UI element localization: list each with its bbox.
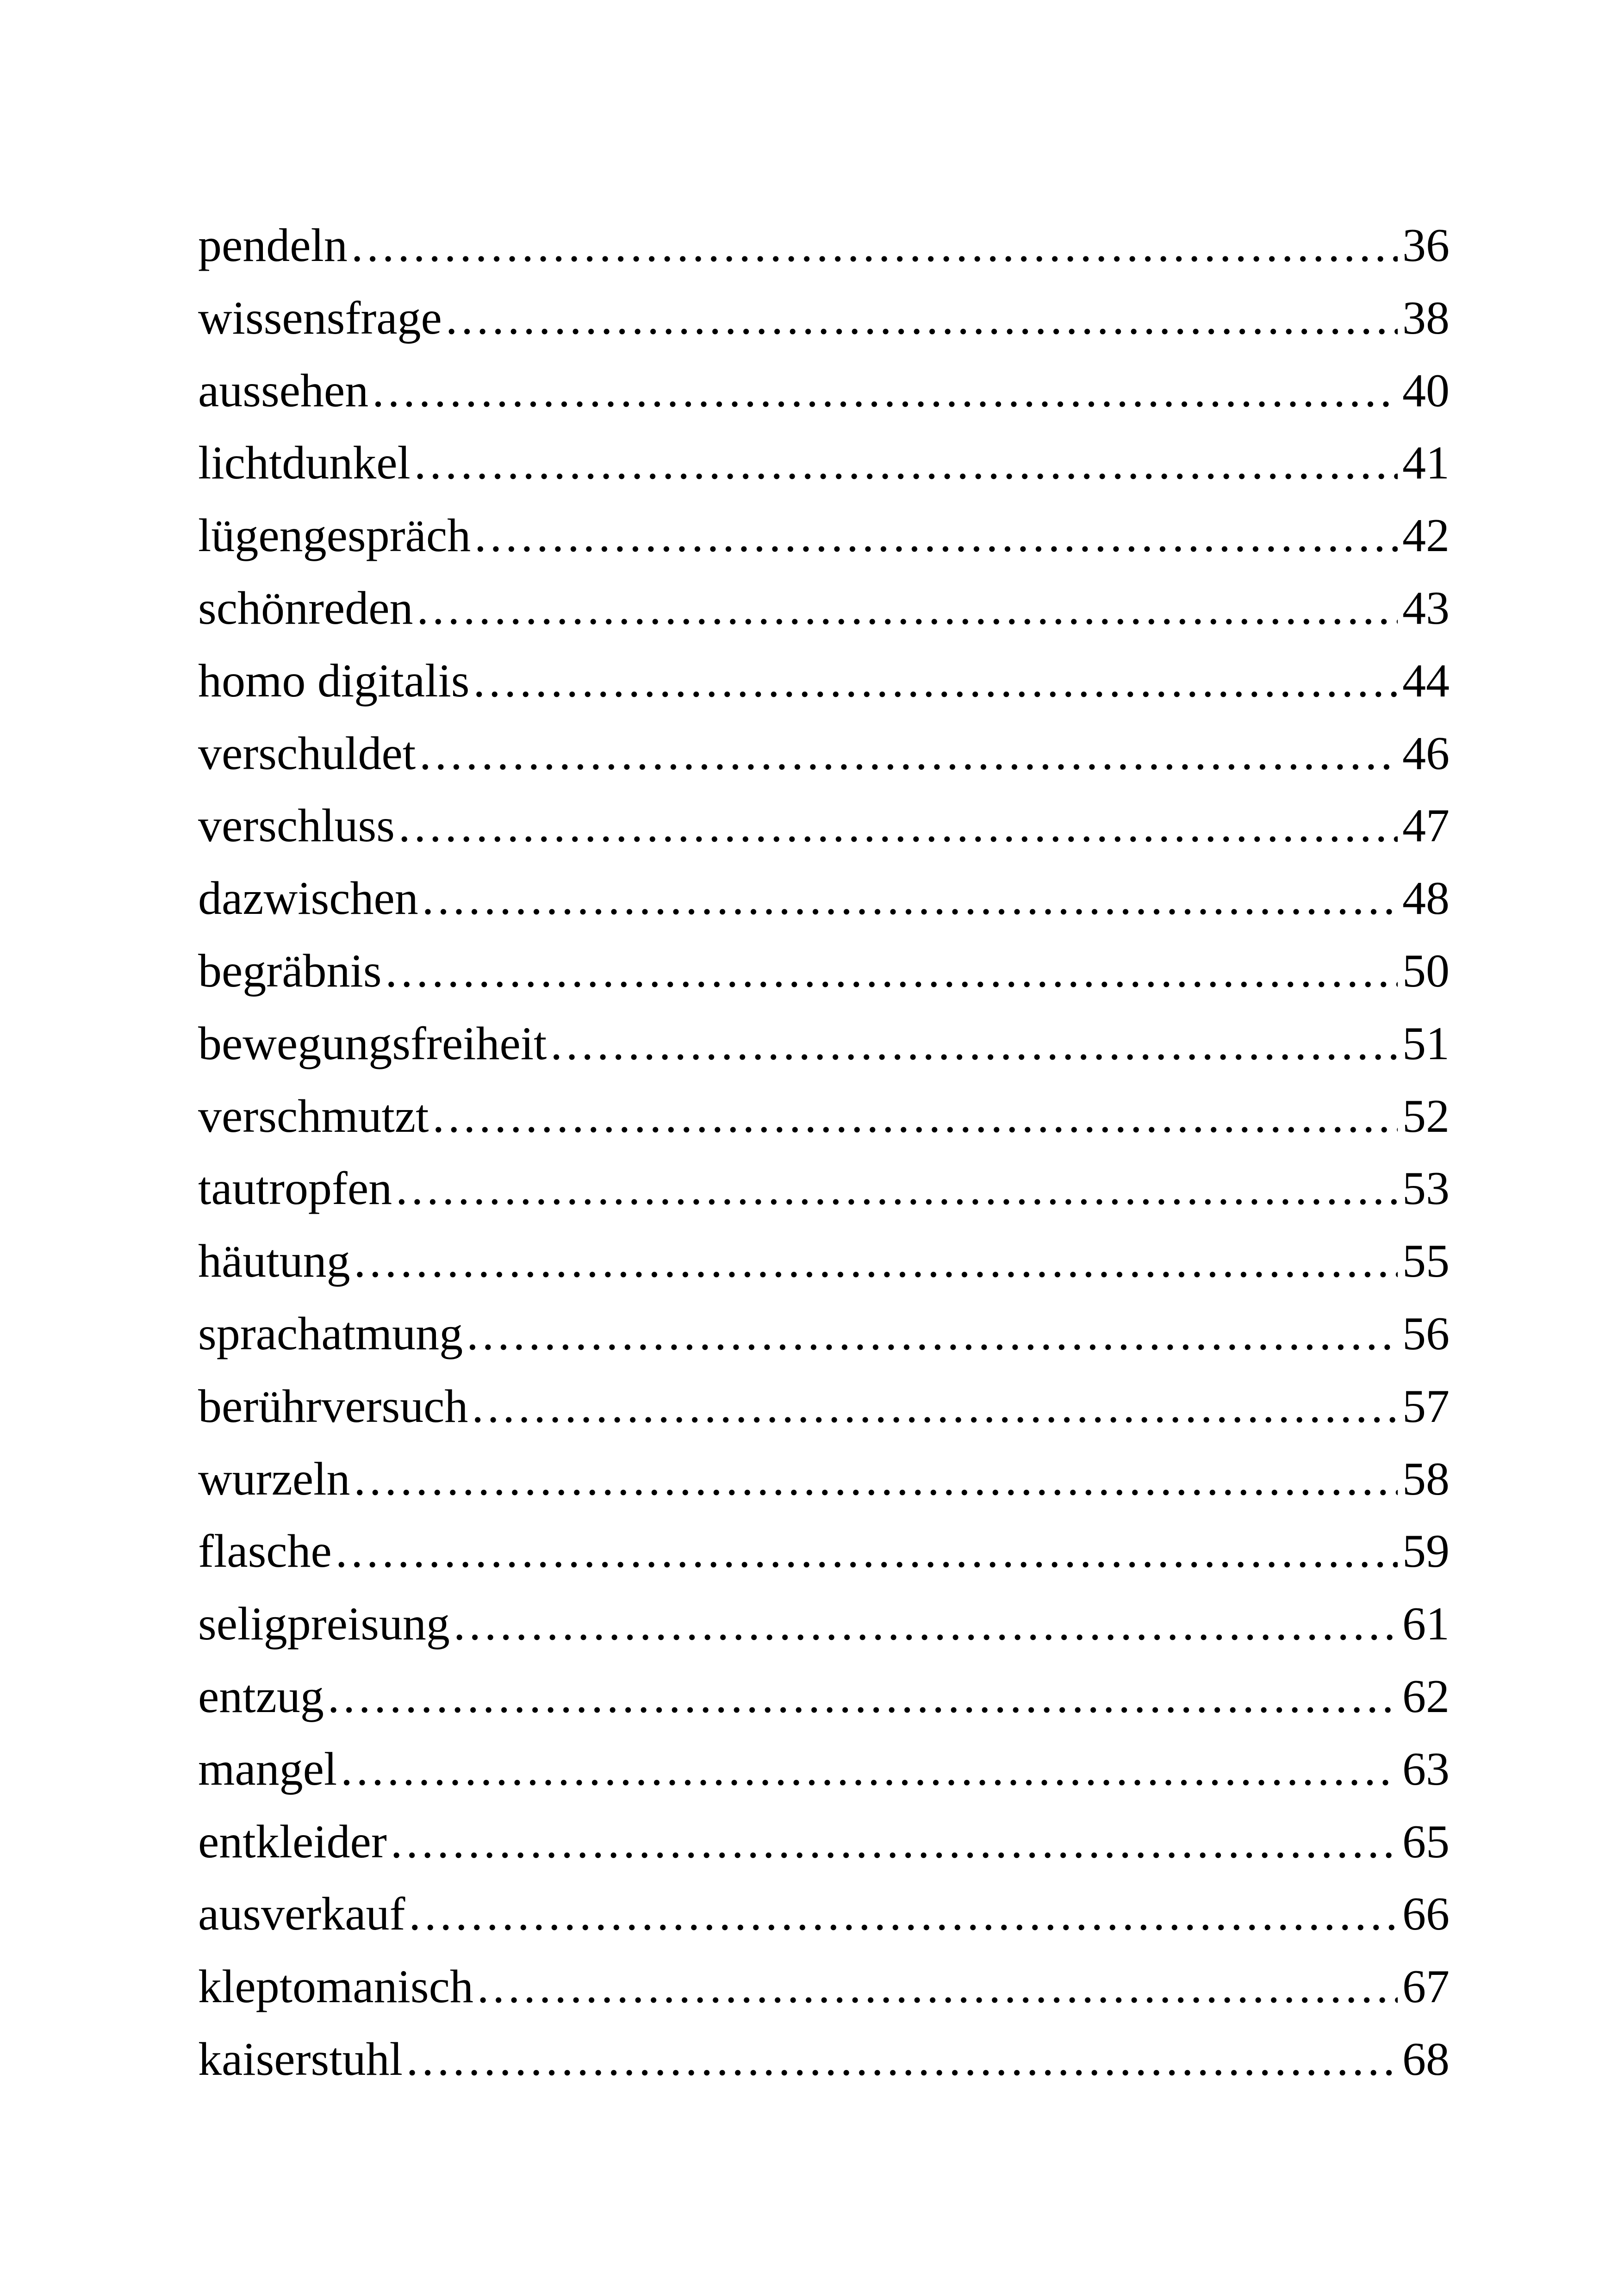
toc-entry-page-number: 63: [1402, 1743, 1450, 1795]
toc-entry-title: schönreden: [198, 582, 413, 634]
toc-entry-page-number: 41: [1402, 437, 1450, 490]
toc-entry-page-number: 42: [1402, 509, 1450, 562]
toc-entry-title: wissensfrage: [198, 292, 442, 344]
toc-entry-title: begräbnis: [198, 944, 382, 997]
toc-entry-page-number: 51: [1402, 1017, 1450, 1070]
dot-leader: [454, 1588, 1398, 1661]
toc-entry-title: aussehen: [198, 364, 369, 417]
toc-entry-title: entzug: [198, 1670, 324, 1723]
toc-entry-page-number: 62: [1402, 1670, 1450, 1723]
toc-entry[interactable]: [198, 863, 1450, 935]
toc-entry-title: kaiserstuhl: [198, 2033, 403, 2085]
toc-entry-page-number: 48: [1402, 872, 1450, 925]
toc-entry[interactable]: [198, 1661, 1450, 1733]
dot-leader: [354, 1225, 1398, 1298]
toc-entry[interactable]: [198, 1080, 1450, 1153]
dot-leader: [414, 427, 1398, 500]
toc-entry[interactable]: [198, 790, 1450, 863]
dot-leader: [341, 1733, 1398, 1806]
toc-entry-title: seligpreisung: [198, 1598, 450, 1651]
toc-entry-page-number: 36: [1402, 219, 1450, 272]
toc-entry-page-number: 66: [1402, 1888, 1450, 1941]
toc-entry-title: berührversuch: [198, 1380, 468, 1433]
toc-entry[interactable]: [198, 210, 1450, 282]
toc-entry-page-number: 58: [1402, 1452, 1450, 1505]
dot-leader: [446, 282, 1398, 355]
toc-entry-title: häutung: [198, 1235, 350, 1288]
toc-entry[interactable]: [198, 645, 1450, 718]
dot-leader: [398, 790, 1398, 863]
toc-entry-title: pendeln: [198, 219, 348, 272]
toc-entry[interactable]: [198, 1588, 1450, 1661]
dot-leader: [336, 1515, 1398, 1588]
dot-leader: [409, 1878, 1398, 1951]
dot-leader: [477, 1951, 1398, 2023]
dot-leader: [433, 1080, 1398, 1153]
toc-entry-page-number: 43: [1402, 582, 1450, 634]
toc-entry-title: lichtdunkel: [198, 437, 411, 490]
dot-leader: [417, 572, 1398, 645]
toc-entry[interactable]: [198, 1008, 1450, 1080]
dot-leader: [472, 1371, 1398, 1443]
toc-entry[interactable]: [198, 718, 1450, 790]
dot-leader: [372, 355, 1398, 428]
toc-entry[interactable]: [198, 1951, 1450, 2023]
dot-leader: [550, 1008, 1398, 1080]
toc-entry-page-number: 52: [1402, 1090, 1450, 1142]
dot-leader: [474, 500, 1398, 572]
toc-entry[interactable]: [198, 1515, 1450, 1588]
toc-entry-page-number: 59: [1402, 1525, 1450, 1578]
toc-entry[interactable]: [198, 1878, 1450, 1951]
dot-leader: [406, 2023, 1398, 2096]
toc-entry-page-number: 68: [1402, 2033, 1450, 2085]
toc-entry-page-number: 44: [1402, 654, 1450, 707]
toc-entry-title: verschuldet: [198, 727, 416, 780]
toc-entry-page-number: 61: [1402, 1598, 1450, 1651]
toc-entry[interactable]: [198, 355, 1450, 428]
dot-leader: [419, 718, 1398, 790]
dot-leader: [467, 1298, 1398, 1371]
toc-entry-page-number: 53: [1402, 1162, 1450, 1215]
toc-entry-page-number: 40: [1402, 364, 1450, 417]
toc-entry-title: flasche: [198, 1525, 332, 1578]
toc-entry[interactable]: [198, 1371, 1450, 1443]
toc-entry-title: homo digitalis: [198, 654, 470, 707]
toc-entry-title: wurzeln: [198, 1452, 350, 1505]
toc-entry[interactable]: [198, 935, 1450, 1008]
toc-entry[interactable]: [198, 282, 1450, 355]
toc-entry-page-number: 57: [1402, 1380, 1450, 1433]
toc-entry[interactable]: [198, 2023, 1450, 2096]
toc-entry-page-number: 67: [1402, 1961, 1450, 2013]
toc-entry-page-number: 55: [1402, 1235, 1450, 1288]
table-of-contents: [198, 210, 1450, 2096]
toc-entry-title: verschmutzt: [198, 1090, 429, 1142]
toc-entry[interactable]: [198, 572, 1450, 645]
toc-entry-page-number: 38: [1402, 292, 1450, 344]
toc-entry-title: mangel: [198, 1743, 337, 1795]
dot-leader: [328, 1661, 1398, 1733]
toc-entry[interactable]: [198, 1806, 1450, 1879]
dot-leader: [386, 935, 1398, 1008]
toc-entry-title: dazwischen: [198, 872, 418, 925]
toc-entry[interactable]: [198, 1733, 1450, 1806]
toc-entry[interactable]: [198, 427, 1450, 500]
toc-entry[interactable]: [198, 1443, 1450, 1516]
toc-entry-title: sprachatmung: [198, 1307, 463, 1360]
toc-entry-page-number: 65: [1402, 1815, 1450, 1868]
dot-leader: [422, 863, 1398, 935]
toc-entry[interactable]: [198, 1298, 1450, 1371]
toc-entry-page-number: 46: [1402, 727, 1450, 780]
toc-entry-title: tautropfen: [198, 1162, 392, 1215]
dot-leader: [354, 1443, 1398, 1516]
toc-entry-title: entkleider: [198, 1815, 387, 1868]
toc-entry-page-number: 50: [1402, 944, 1450, 997]
dot-leader: [391, 1806, 1398, 1879]
toc-entry[interactable]: [198, 1153, 1450, 1225]
toc-entry-page-number: 56: [1402, 1307, 1450, 1360]
dot-leader: [396, 1153, 1398, 1225]
dot-leader: [473, 645, 1398, 718]
toc-entry[interactable]: [198, 500, 1450, 572]
toc-entry-title: kleptomanisch: [198, 1961, 473, 2013]
toc-entry-title: ausverkauf: [198, 1888, 405, 1941]
toc-entry-title: verschluss: [198, 800, 395, 852]
toc-entry[interactable]: [198, 1225, 1450, 1298]
toc-entry-page-number: 47: [1402, 800, 1450, 852]
toc-entry-title: bewegungsfreiheit: [198, 1017, 547, 1070]
toc-entry-title: lügengespräch: [198, 509, 471, 562]
dot-leader: [351, 210, 1398, 282]
